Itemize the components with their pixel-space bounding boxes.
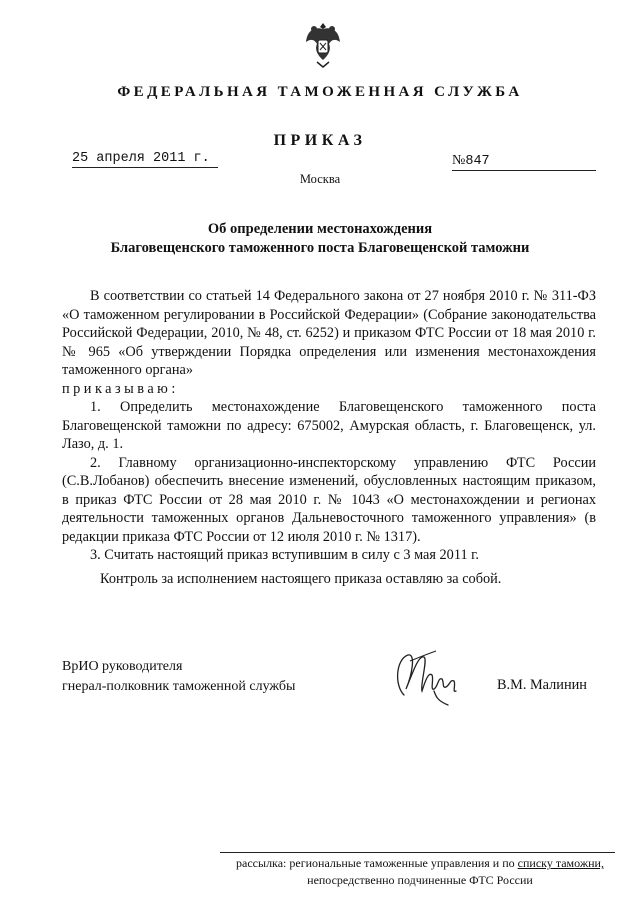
order-subject bbox=[60, 220, 580, 258]
distribution-prefix: рассылка: региональные таможенные управления и по bbox=[236, 856, 518, 870]
order-number: 847 bbox=[465, 154, 490, 169]
agency-name: ФЕДЕРАЛЬНАЯ ТАМОЖЕННАЯ СЛУЖБА bbox=[117, 84, 523, 100]
signer-position bbox=[62, 657, 295, 697]
order-number-line bbox=[452, 151, 596, 171]
order-item-3: 3. Считать настоящий приказ вступившим в силу с 3 мая 2011 г. bbox=[90, 547, 479, 563]
order-item-1: 1. Определить местонахождение Благовещенского таможенного поста Благовещенской таможни по адресу: 675002, Амурская область, г. Благовещенск, ул. Лазо, д. 1. bbox=[62, 399, 596, 452]
order-date: 25 апреля 2011 г. bbox=[72, 151, 218, 168]
order-item-2: 2. Главному организационно-инспекторскому управлению ФТС России (С.В.Лобанов) обеспечить внесение изменений, обусловленных настоящим приказом, в приказ ФТС России от 28 мая 2010 г. № 1043 «О местонахождении и регионах деятельности таможенных органов Дальневосточного таможенного управления» (в редакции приказа ФТС России от 12 июля 2010 г. № 1317). bbox=[62, 454, 596, 545]
coat-of-arms-icon bbox=[303, 20, 343, 70]
distribution-divider bbox=[220, 852, 615, 853]
preamble-paragraph: В соответствии со статьей 14 Федерального закона от 27 ноября 2010 г. № 311-ФЗ «О таможенном регулировании в Российской Федерации» (Собрание законодательства Российской Федерации, 2010, № 48, ст. 6252) и приказом ФТС России от 18 мая 2010 г. № 965 «Об утверждении Порядка определения или изменения местонахождения таможенного органа» bbox=[62, 288, 596, 378]
city: Москва bbox=[299, 172, 341, 186]
order-body bbox=[62, 287, 596, 565]
signer-name: В.М. Малинин bbox=[497, 677, 587, 693]
closing-paragraph: Контроль за исполнением настоящего приказа оставляю за собой. bbox=[100, 571, 502, 587]
signature-icon bbox=[390, 645, 470, 707]
distribution-note bbox=[200, 855, 640, 889]
document-type: ПРИКАЗ bbox=[273, 132, 367, 149]
subject-line-2: Благовещенского таможенного поста Благовещенской таможни bbox=[110, 240, 530, 256]
signer-position-line-2: гнерал-полковник таможенной службы bbox=[62, 679, 296, 694]
order-word: приказываю: bbox=[62, 380, 179, 397]
distribution-line-2: непосредственно подчиненные ФТС России bbox=[307, 873, 533, 887]
signer-position-line-1: ВрИО руководителя bbox=[62, 659, 183, 674]
subject-line-1: Об определении местонахождения bbox=[207, 221, 433, 237]
number-sign: № bbox=[452, 153, 466, 168]
distribution-link: списку таможни, bbox=[517, 856, 604, 870]
